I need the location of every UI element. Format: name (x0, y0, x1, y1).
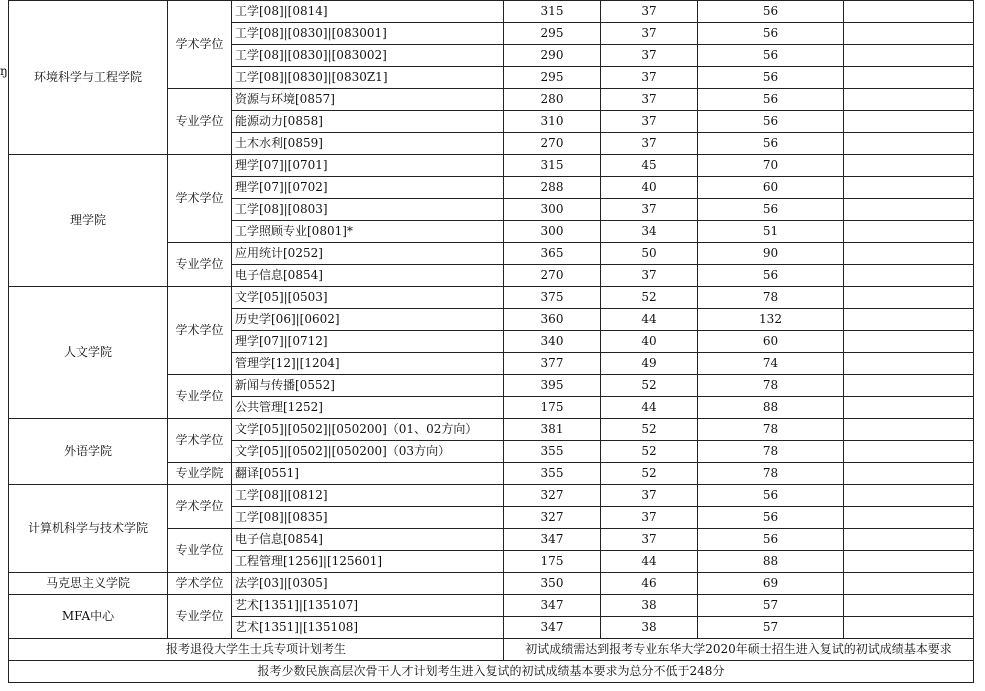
single-subject-score-cell: 52 (601, 287, 698, 309)
other-subject-score-cell: 88 (698, 551, 844, 573)
total-score-cell: 310 (504, 111, 601, 133)
single-subject-score-cell: 44 (601, 397, 698, 419)
major-cell: 应用统计[0252] (232, 243, 504, 265)
other-subject-score-cell: 69 (698, 573, 844, 595)
table-row (9, 155, 974, 177)
table-row (9, 287, 974, 309)
other-subject-score-cell: 56 (698, 265, 844, 287)
single-subject-score-cell: 46 (601, 573, 698, 595)
other-subject-score-cell: 51 (698, 221, 844, 243)
total-score-cell: 355 (504, 441, 601, 463)
degree-type-cell: 学术学位 (168, 1, 232, 89)
major-cell: 工学[08]|[0830]|[0830Z1] (232, 67, 504, 89)
empty-cell (844, 89, 974, 111)
veteran-label: 报考退役大学生士兵专项计划考生 (9, 639, 504, 661)
other-subject-score-cell: 60 (698, 177, 844, 199)
empty-cell (844, 199, 974, 221)
single-subject-score-cell: 52 (601, 375, 698, 397)
other-subject-score-cell: 90 (698, 243, 844, 265)
empty-cell (844, 353, 974, 375)
single-subject-score-cell: 37 (601, 485, 698, 507)
other-subject-score-cell: 56 (698, 67, 844, 89)
degree-type-cell: 学术学位 (168, 573, 232, 595)
major-cell: 翻译[0551] (232, 463, 504, 485)
empty-cell (844, 265, 974, 287)
major-cell: 土木水利[0859] (232, 133, 504, 155)
major-cell: 艺术[1351]|[135107] (232, 595, 504, 617)
total-score-cell: 290 (504, 45, 601, 67)
degree-type-cell: 专业学位 (168, 529, 232, 573)
other-subject-score-cell: 70 (698, 155, 844, 177)
major-cell: 文学[05]|[0502]|[050200]（01、02方向） (232, 419, 504, 441)
single-subject-score-cell: 37 (601, 507, 698, 529)
empty-cell (844, 419, 974, 441)
empty-cell (844, 375, 974, 397)
college-cell: MFA中心 (9, 595, 168, 639)
other-subject-score-cell: 56 (698, 485, 844, 507)
empty-cell (844, 441, 974, 463)
major-cell: 工学[08]|[0814] (232, 1, 504, 23)
major-cell: 资源与环境[0857] (232, 89, 504, 111)
empty-cell (844, 617, 974, 639)
empty-cell (844, 331, 974, 353)
degree-type-cell: 学术学位 (168, 419, 232, 463)
single-subject-score-cell: 40 (601, 331, 698, 353)
single-subject-score-cell: 38 (601, 595, 698, 617)
empty-cell (844, 243, 974, 265)
single-subject-score-cell: 38 (601, 617, 698, 639)
veteran-row (9, 639, 974, 661)
minority-requirement: 报考少数民族高层次骨干人才计划考生进入复试的初试成绩基本要求为总分不低于248分 (9, 661, 974, 683)
total-score-cell: 365 (504, 243, 601, 265)
college-cell: 外语学院 (9, 419, 168, 485)
empty-cell (844, 23, 974, 45)
single-subject-score-cell: 44 (601, 309, 698, 331)
empty-cell (844, 155, 974, 177)
empty-cell (844, 45, 974, 67)
single-subject-score-cell: 37 (601, 89, 698, 111)
major-cell: 理学[07]|[0701] (232, 155, 504, 177)
degree-type-cell: 专业学位 (168, 89, 232, 155)
major-cell: 工学[08]|[0830]|[083001] (232, 23, 504, 45)
single-subject-score-cell: 34 (601, 221, 698, 243)
single-subject-score-cell: 45 (601, 155, 698, 177)
empty-cell (844, 595, 974, 617)
major-cell: 法学[03]|[0305] (232, 573, 504, 595)
total-score-cell: 347 (504, 595, 601, 617)
college-cell: 理学院 (9, 155, 168, 287)
single-subject-score-cell: 52 (601, 463, 698, 485)
other-subject-score-cell: 132 (698, 309, 844, 331)
empty-cell (844, 551, 974, 573)
major-cell: 工学[08]|[0830]|[083002] (232, 45, 504, 67)
total-score-cell: 280 (504, 89, 601, 111)
major-cell: 管理学[12]|[1204] (232, 353, 504, 375)
total-score-cell: 381 (504, 419, 601, 441)
empty-cell (844, 463, 974, 485)
other-subject-score-cell: 56 (698, 133, 844, 155)
table-row (9, 485, 974, 507)
single-subject-score-cell: 37 (601, 133, 698, 155)
college-cell: 人文学院 (9, 287, 168, 419)
score-table (8, 0, 974, 683)
table-row (9, 573, 974, 595)
major-cell: 能源动力[0858] (232, 111, 504, 133)
total-score-cell: 327 (504, 485, 601, 507)
single-subject-score-cell: 37 (601, 199, 698, 221)
major-cell: 工程管理[1256]|[125601] (232, 551, 504, 573)
single-subject-score-cell: 52 (601, 419, 698, 441)
degree-type-cell: 专业学院 (168, 463, 232, 485)
single-subject-score-cell: 52 (601, 441, 698, 463)
single-subject-score-cell: 50 (601, 243, 698, 265)
other-subject-score-cell: 57 (698, 617, 844, 639)
total-score-cell: 175 (504, 551, 601, 573)
veteran-requirement: 初试成绩需达到报考专业东华大学2020年硕士招生进入复试的初试成绩基本要求 (504, 639, 974, 661)
single-subject-score-cell: 44 (601, 551, 698, 573)
other-subject-score-cell: 57 (698, 595, 844, 617)
table-row (9, 595, 974, 617)
total-score-cell: 295 (504, 23, 601, 45)
other-subject-score-cell: 78 (698, 287, 844, 309)
major-cell: 理学[07]|[0702] (232, 177, 504, 199)
minority-row (9, 661, 974, 683)
other-subject-score-cell: 60 (698, 331, 844, 353)
empty-cell (844, 287, 974, 309)
degree-type-cell: 学术学位 (168, 155, 232, 243)
single-subject-score-cell: 37 (601, 529, 698, 551)
single-subject-score-cell: 40 (601, 177, 698, 199)
single-subject-score-cell: 37 (601, 67, 698, 89)
other-subject-score-cell: 78 (698, 463, 844, 485)
single-subject-score-cell: 37 (601, 111, 698, 133)
degree-type-cell: 专业学位 (168, 243, 232, 287)
other-subject-score-cell: 56 (698, 1, 844, 23)
college-cell: 马克思主义学院 (9, 573, 168, 595)
total-score-cell: 175 (504, 397, 601, 419)
total-score-cell: 377 (504, 353, 601, 375)
total-score-cell: 350 (504, 573, 601, 595)
empty-cell (844, 573, 974, 595)
single-subject-score-cell: 37 (601, 265, 698, 287)
total-score-cell: 375 (504, 287, 601, 309)
single-subject-score-cell: 49 (601, 353, 698, 375)
single-subject-score-cell: 37 (601, 1, 698, 23)
other-subject-score-cell: 78 (698, 375, 844, 397)
single-subject-score-cell: 37 (601, 45, 698, 67)
major-cell: 电子信息[0854] (232, 265, 504, 287)
major-cell: 工学照顾专业[0801]* (232, 221, 504, 243)
degree-type-cell: 学术学位 (168, 485, 232, 529)
other-subject-score-cell: 78 (698, 419, 844, 441)
total-score-cell: 270 (504, 133, 601, 155)
college-cell: 环境科学与工程学院 (9, 1, 168, 155)
total-score-cell: 270 (504, 265, 601, 287)
table-row (9, 419, 974, 441)
college-cell: 计算机科学与技术学院 (9, 485, 168, 573)
total-score-cell: 360 (504, 309, 601, 331)
score-table-body (9, 1, 974, 683)
other-subject-score-cell: 56 (698, 23, 844, 45)
total-score-cell: 355 (504, 463, 601, 485)
other-subject-score-cell: 56 (698, 507, 844, 529)
major-cell: 工学[08]|[0835] (232, 507, 504, 529)
degree-type-cell: 学术学位 (168, 287, 232, 375)
margin-mark: ŋ (0, 64, 8, 78)
total-score-cell: 315 (504, 155, 601, 177)
other-subject-score-cell: 56 (698, 89, 844, 111)
empty-cell (844, 133, 974, 155)
empty-cell (844, 507, 974, 529)
major-cell: 艺术[1351]|[135108] (232, 617, 504, 639)
total-score-cell: 347 (504, 529, 601, 551)
other-subject-score-cell: 56 (698, 199, 844, 221)
empty-cell (844, 221, 974, 243)
total-score-cell: 288 (504, 177, 601, 199)
empty-cell (844, 485, 974, 507)
single-subject-score-cell: 37 (601, 23, 698, 45)
other-subject-score-cell: 56 (698, 45, 844, 67)
total-score-cell: 295 (504, 67, 601, 89)
empty-cell (844, 529, 974, 551)
total-score-cell: 300 (504, 221, 601, 243)
degree-type-cell: 专业学位 (168, 595, 232, 639)
total-score-cell: 315 (504, 1, 601, 23)
empty-cell (844, 1, 974, 23)
total-score-cell: 395 (504, 375, 601, 397)
other-subject-score-cell: 78 (698, 441, 844, 463)
major-cell: 文学[05]|[0502]|[050200]（03方向） (232, 441, 504, 463)
major-cell: 工学[08]|[0803] (232, 199, 504, 221)
other-subject-score-cell: 88 (698, 397, 844, 419)
empty-cell (844, 309, 974, 331)
other-subject-score-cell: 74 (698, 353, 844, 375)
other-subject-score-cell: 56 (698, 111, 844, 133)
major-cell: 电子信息[0854] (232, 529, 504, 551)
total-score-cell: 300 (504, 199, 601, 221)
major-cell: 历史学[06]|[0602] (232, 309, 504, 331)
empty-cell (844, 177, 974, 199)
empty-cell (844, 111, 974, 133)
total-score-cell: 327 (504, 507, 601, 529)
major-cell: 理学[07]|[0712] (232, 331, 504, 353)
major-cell: 新闻与传播[0552] (232, 375, 504, 397)
empty-cell (844, 397, 974, 419)
empty-cell (844, 67, 974, 89)
table-row (9, 1, 974, 23)
major-cell: 公共管理[1252] (232, 397, 504, 419)
other-subject-score-cell: 56 (698, 529, 844, 551)
total-score-cell: 340 (504, 331, 601, 353)
degree-type-cell: 专业学位 (168, 375, 232, 419)
major-cell: 工学[08]|[0812] (232, 485, 504, 507)
total-score-cell: 347 (504, 617, 601, 639)
major-cell: 文学[05]|[0503] (232, 287, 504, 309)
